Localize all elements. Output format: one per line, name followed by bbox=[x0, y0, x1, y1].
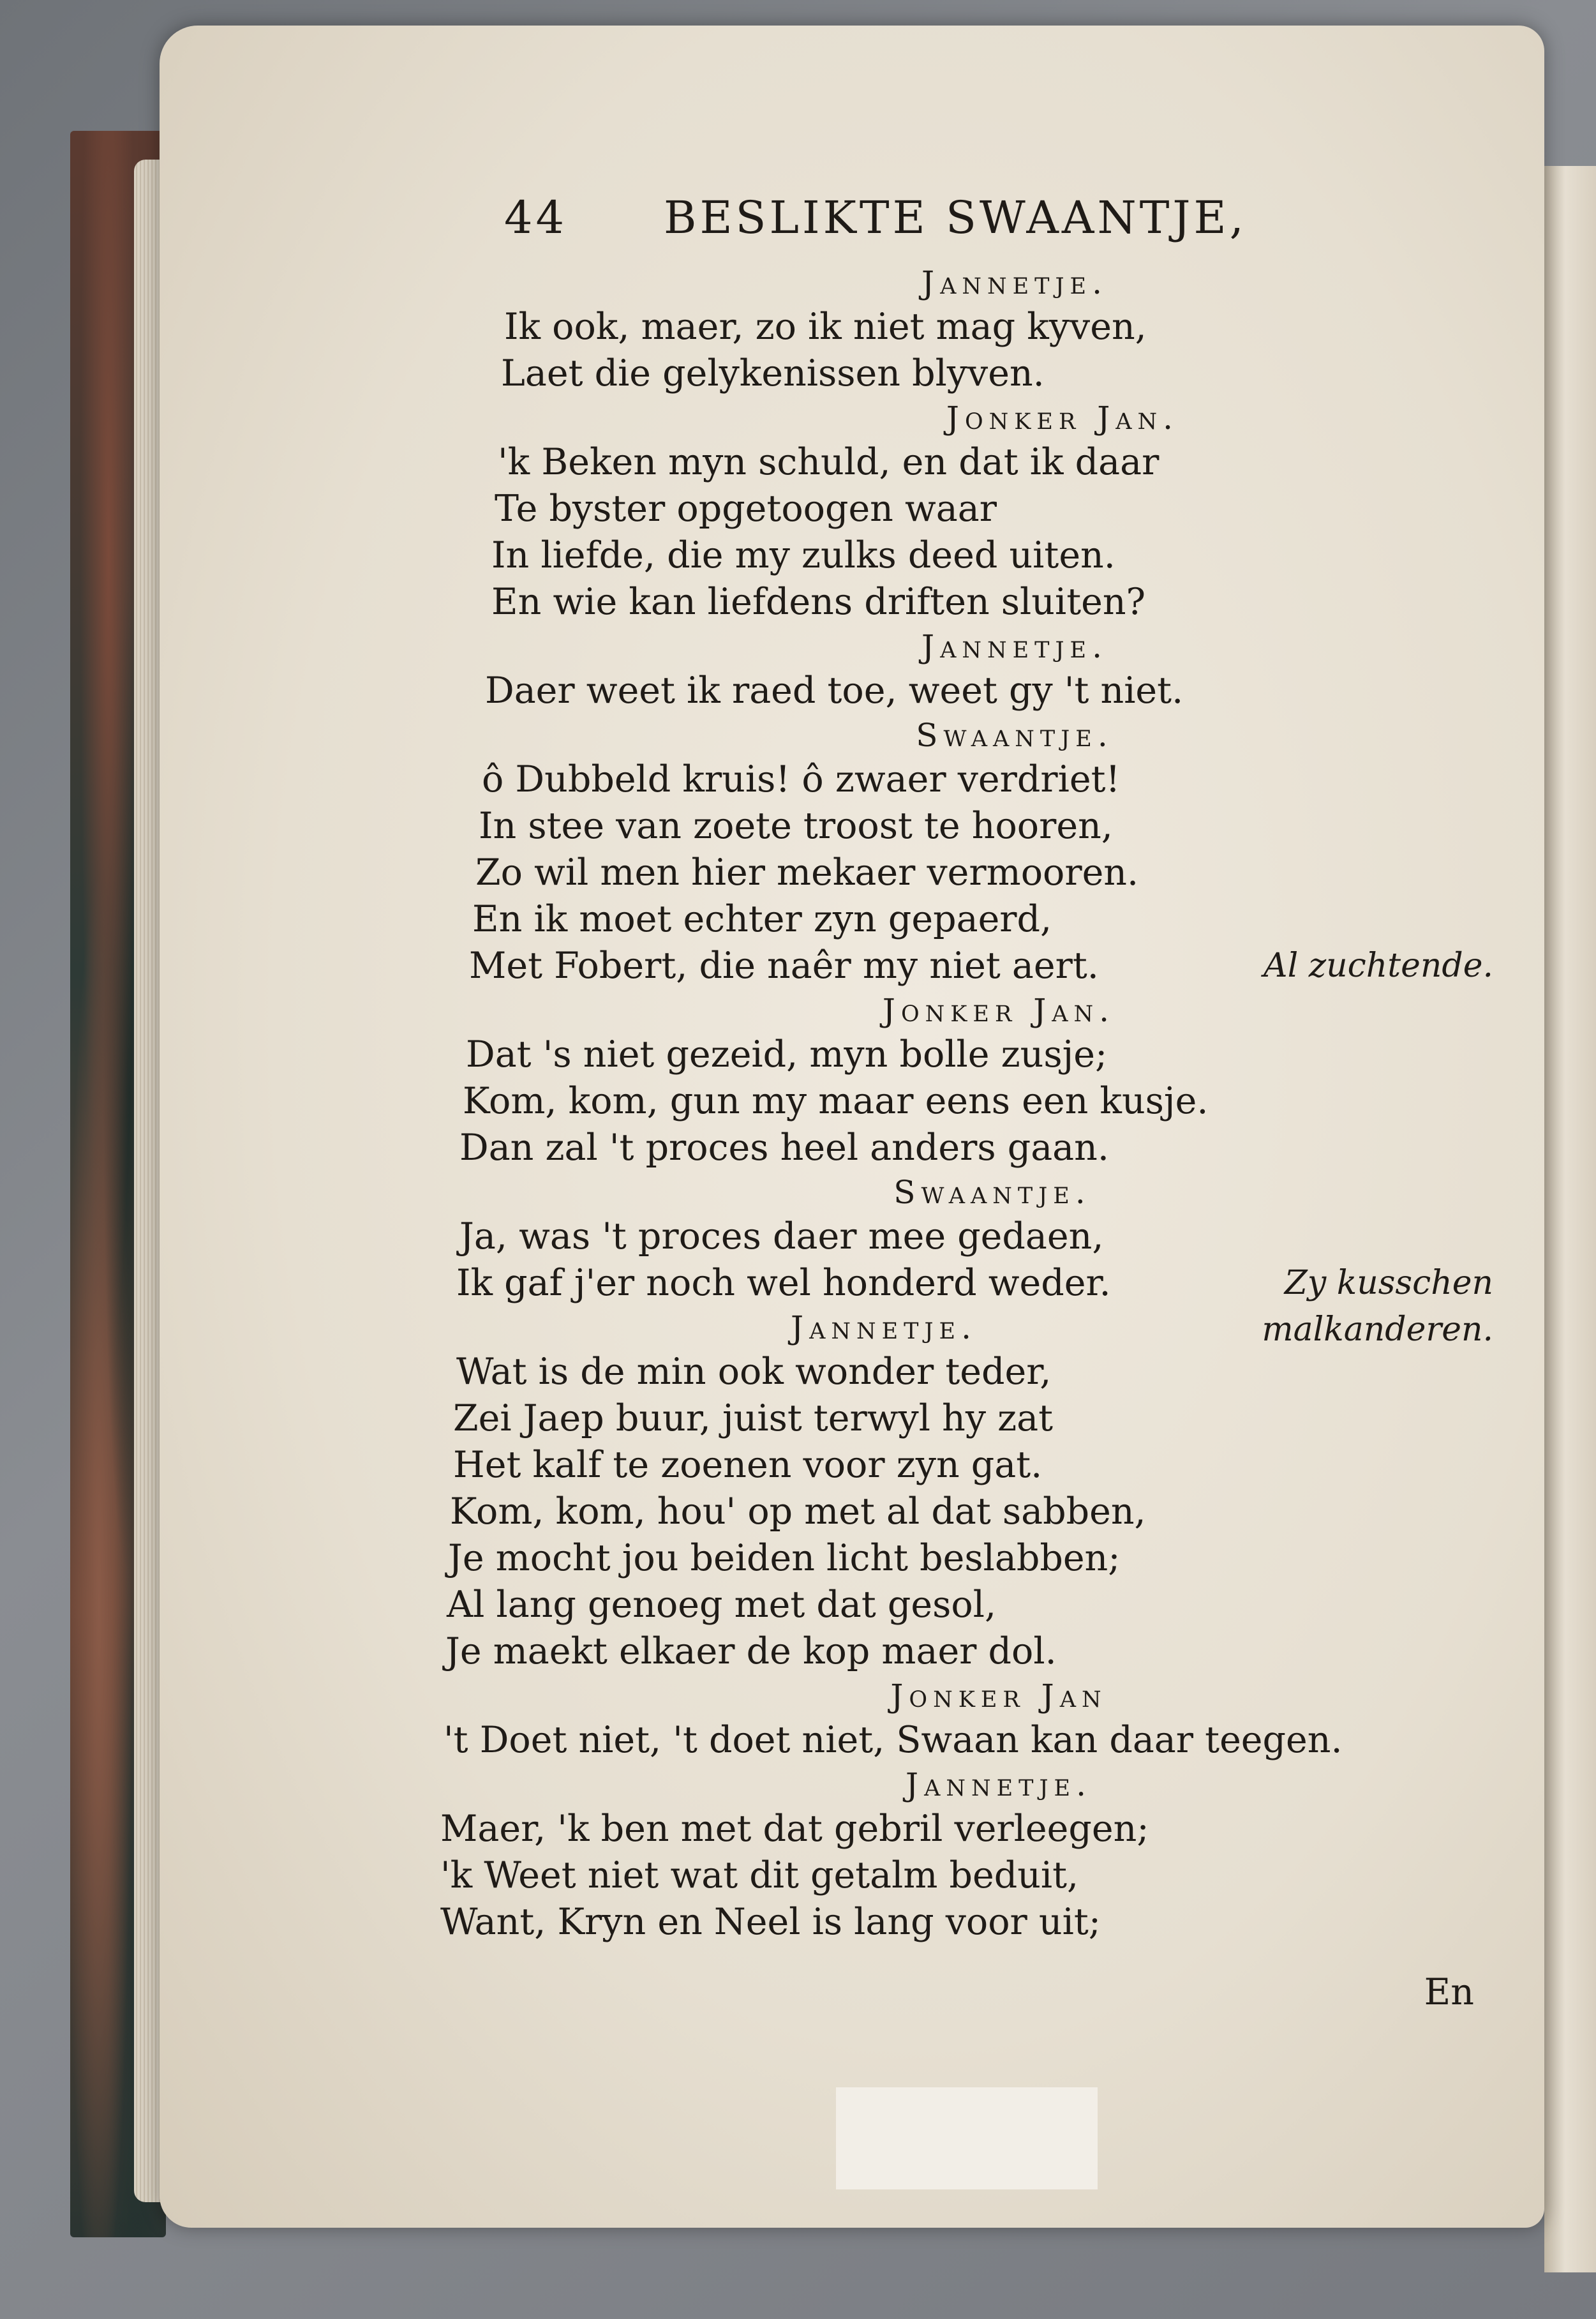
speaker-name: Swaantje. bbox=[893, 1174, 1091, 1211]
verse-line: Daer weet ik raed toe, weet gy 't niet. bbox=[485, 670, 1184, 712]
facing-page-edge bbox=[1544, 166, 1596, 2272]
dialogue-block bbox=[440, 1764, 1493, 1946]
verse-line: Ik ook, maer, zo ik niet mag kyven, bbox=[504, 306, 1147, 348]
verse-line: Want, Kryn en Neel is lang voor uit; bbox=[440, 1901, 1101, 1943]
verse-line: In stee van zoete troost te hooren, bbox=[479, 805, 1113, 847]
verse-line: Dan zal 't proces heel anders gaan. bbox=[459, 1127, 1109, 1169]
dialogue-block bbox=[440, 626, 1493, 714]
dialogue-block bbox=[440, 714, 1493, 989]
dialogue-block bbox=[440, 989, 1493, 1171]
redaction-patch bbox=[836, 2087, 1098, 2189]
verse-line: Dat 's niet gezeid, myn bolle zusje; bbox=[466, 1033, 1108, 1076]
speaker-name: Jonker Jan. bbox=[882, 992, 1115, 1029]
speaker-name: Jonker Jan. bbox=[946, 400, 1179, 437]
running-title: BESLIKTE SWAANTJE, bbox=[664, 191, 1247, 244]
verse-line: Kom, kom, gun my maar eens een kusje. bbox=[463, 1080, 1209, 1122]
verse-line: Maer, 'k ben met dat gebril verleegen; bbox=[440, 1808, 1149, 1850]
catchword: En bbox=[1424, 1971, 1474, 2013]
verse-line: En ik moet echter zyn gepaerd, bbox=[472, 898, 1052, 940]
verse-line: Zei Jaep buur, juist terwyl hy zat bbox=[453, 1397, 1054, 1439]
verse-line: Wat is de min ook wonder teder, bbox=[456, 1351, 1052, 1393]
verse-line-with-note bbox=[440, 943, 1493, 989]
speaker-name: Jonker Jan bbox=[890, 1677, 1107, 1715]
verse-line: En wie kan liefdens driften sluiten? bbox=[491, 581, 1146, 623]
speaker-name: Swaantje. bbox=[916, 717, 1114, 754]
verse-line: 't Doet niet, 't doet niet, Swaan kan daar teegen. bbox=[444, 1719, 1343, 1761]
speaker-name: Jannetje. bbox=[921, 628, 1108, 665]
verse-line: Al lang genoeg met dat gesol, bbox=[447, 1584, 997, 1626]
speaker-name: Jannetje. bbox=[906, 1766, 1092, 1803]
page-text bbox=[440, 179, 1493, 2013]
stage-direction-line: Zy kusschen bbox=[1284, 1264, 1493, 1302]
verse-line: 'k Beken myn schuld, en dat ik daar bbox=[498, 441, 1160, 483]
verse-line: Met Fobert, die naêr my niet aert. bbox=[469, 945, 1099, 987]
dialogue-block bbox=[440, 1307, 1493, 1675]
stage-direction: Al zuchtende. bbox=[1264, 947, 1493, 985]
stage-direction bbox=[1262, 1260, 1493, 1353]
verse-line: Laet die gelykenissen blyven. bbox=[501, 352, 1045, 394]
verse-line: Het kalf te zoenen voor zyn gat. bbox=[453, 1444, 1043, 1486]
verse-line: ô Dubbeld kruis! ô zwaer verdriet! bbox=[482, 758, 1121, 800]
speaker-name: Jannetje. bbox=[791, 1309, 977, 1346]
verse-line: Te byster opgetoogen waar bbox=[495, 488, 997, 530]
verse-line: Je maekt elkaer de kop maer dol. bbox=[445, 1630, 1057, 1672]
stage-direction-line: malkanderen. bbox=[1262, 1310, 1493, 1349]
verse-line: Zo wil men hier mekaer vermooren. bbox=[475, 852, 1139, 894]
verse-line: 'k Weet niet wat dit getalm beduit, bbox=[440, 1854, 1079, 1896]
dialogue-block bbox=[440, 397, 1493, 626]
verse-line: In liefde, die my zulks deed uiten. bbox=[491, 534, 1115, 576]
verse-line: Ja, was 't proces daer mee gedaen, bbox=[459, 1215, 1104, 1257]
verse-line: Ik gaf j'er noch wel honderd weder. bbox=[456, 1262, 1111, 1304]
speaker-name: Jannetje. bbox=[921, 264, 1108, 301]
page-header bbox=[440, 179, 1493, 262]
dialogue-block bbox=[440, 1675, 1493, 1764]
dialogue-block bbox=[440, 262, 1493, 397]
verse-line: Kom, kom, hou' op met al dat sabben, bbox=[450, 1490, 1146, 1533]
verse-line: Je mocht jou beiden licht beslabben; bbox=[448, 1537, 1121, 1579]
page-number: 44 bbox=[504, 191, 568, 244]
